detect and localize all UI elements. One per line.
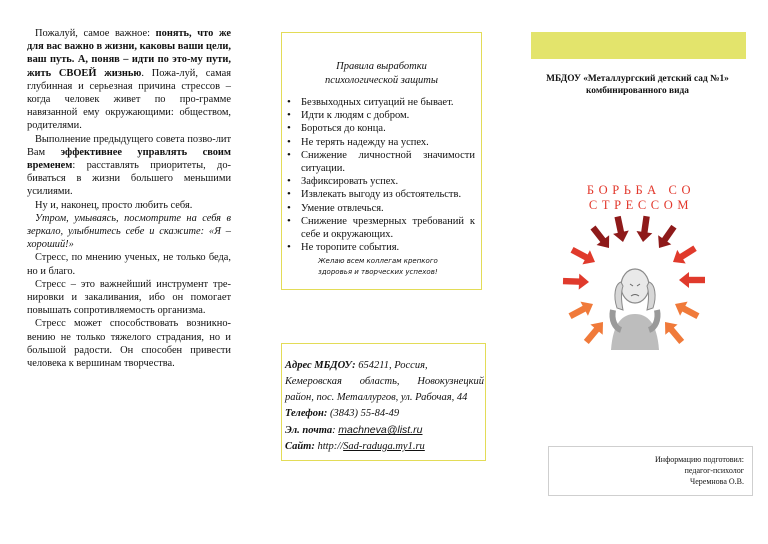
address-region-word: Кемеровская	[285, 376, 342, 387]
brochure-title: БОРЬБА СО СТРЕССОМ	[586, 183, 696, 212]
wish-line1: Желаю всем коллегам крепкого	[318, 257, 438, 265]
stressed-person-icon	[611, 269, 659, 350]
rule-item: • Умение отвлечься.	[282, 202, 475, 215]
rule-item: • Не торопите события.	[282, 241, 475, 254]
rule-item: • Снижение чрезмерных требований к себе и окружающих.	[282, 215, 475, 241]
wish-line2: здоровья и творческих успехов!	[318, 268, 438, 276]
p2-intro: Выполнение предыдущего совета позво-лит Вам	[27, 133, 231, 158]
org-name	[525, 73, 750, 97]
prepared-by-box	[548, 446, 753, 496]
rule-item: • Извлекать выгоду из обстоятельств.	[282, 188, 475, 201]
paragraph-love-yourself: Ну и, наконец, просто любить себя.	[35, 199, 193, 211]
rule-item: • Не терять надежду на успех.	[282, 136, 475, 149]
prepared-by-label: Информацию подготовил:	[655, 455, 744, 464]
phone-label: Телефон:	[285, 408, 328, 419]
rule-item: • Снижение личностной значимости ситуации.	[282, 149, 475, 175]
p2-rest: : расставлять приоритеты, до-биваться в жизни большего меньшими усилиями.	[27, 160, 231, 198]
address-box	[281, 343, 486, 461]
paragraph-mirror	[27, 212, 231, 252]
p1-intro: Пожалуй, самое важное:	[35, 28, 156, 39]
address-region-word: Новокузнецкий	[417, 376, 484, 387]
yellow-accent-bar	[531, 32, 746, 59]
rule-item: • Зафиксировать успех.	[282, 175, 475, 188]
author-position: педагог-психолог	[684, 466, 744, 475]
address-row-region	[285, 374, 484, 390]
address-label: Адрес МБДОУ:	[285, 360, 356, 371]
phone-value: (3843) 55-84-49	[327, 408, 400, 419]
email-link[interactable]: machneva@list.ru	[338, 424, 423, 436]
paragraph-stress-blessing: Стресс, по мнению ученых, не только беда, но и благо.	[27, 252, 231, 277]
rules-list	[282, 96, 475, 254]
rule-item: • Идти к людям с добром.	[282, 109, 475, 122]
address-line1: 654211, Россия,	[355, 360, 428, 371]
paragraph-stress-training: Стресс – это важнейший инструмент тре-нировки и закаливания, ибо он помогает повышать сопротивляемость организма.	[27, 278, 231, 317]
site-prefix: http://	[314, 441, 344, 452]
rules-box	[281, 32, 482, 290]
author-name: Черемнова О.В.	[690, 477, 744, 486]
address-row-street: район, пос. Металлургов, ул. Рабочая, 44	[285, 392, 468, 403]
p1-bold: понять, что же для вас важно в жизни, каковы ваши цели, ваш путь. А, поняв – идти по это-му пути, жить СВОЕЙ жизнью	[27, 28, 231, 79]
phone-row	[285, 406, 485, 422]
address-region-word: область,	[359, 376, 400, 387]
site-row	[285, 439, 485, 455]
p2-bold: эффективнее управлять своим временем	[27, 146, 231, 172]
site-link[interactable]: Sad-raduga.my1.ru	[343, 441, 425, 452]
rule-item: • Бороться до конца.	[282, 122, 475, 135]
p1-rest: . Пожа-луй, самая глубинная и серьезная причина стрессов – когда человек живет по про-грамме навязанной ему окружающими: обществом, родителями.	[27, 67, 231, 132]
wish-text	[318, 256, 468, 278]
paragraph-life-path	[27, 27, 231, 133]
rules-title-line2: психологической защиты	[325, 75, 438, 86]
stress-illustration	[553, 210, 717, 350]
rules-title-line1: Правила выработки	[336, 61, 427, 72]
email-separator: :	[332, 425, 339, 436]
left-text-column	[27, 27, 231, 370]
org-name-line2: комбинированного вида	[586, 86, 689, 96]
org-name-line1: МБДОУ «Металлургский детский сад №1»	[546, 74, 729, 84]
p4-italic: Утром, умываясь, посмотрите на себя в зеркало, улыбнитесь себе и скажите: «Я – хороший!»	[27, 212, 231, 251]
email-row	[285, 422, 485, 439]
site-label: Сайт:	[285, 441, 315, 452]
address-row	[285, 358, 485, 374]
email-label: Эл. почта	[285, 425, 333, 436]
paragraph-stress-creativity: Стресс может способствовать возникно-вению не только тяжелого страдания, но и большой радости. Он способен привести человека к вершинам творчества.	[27, 318, 231, 370]
paragraph-time-management	[27, 133, 231, 199]
rule-item: • Безвыходных ситуаций не бывает.	[282, 96, 475, 109]
rules-title	[282, 60, 481, 88]
